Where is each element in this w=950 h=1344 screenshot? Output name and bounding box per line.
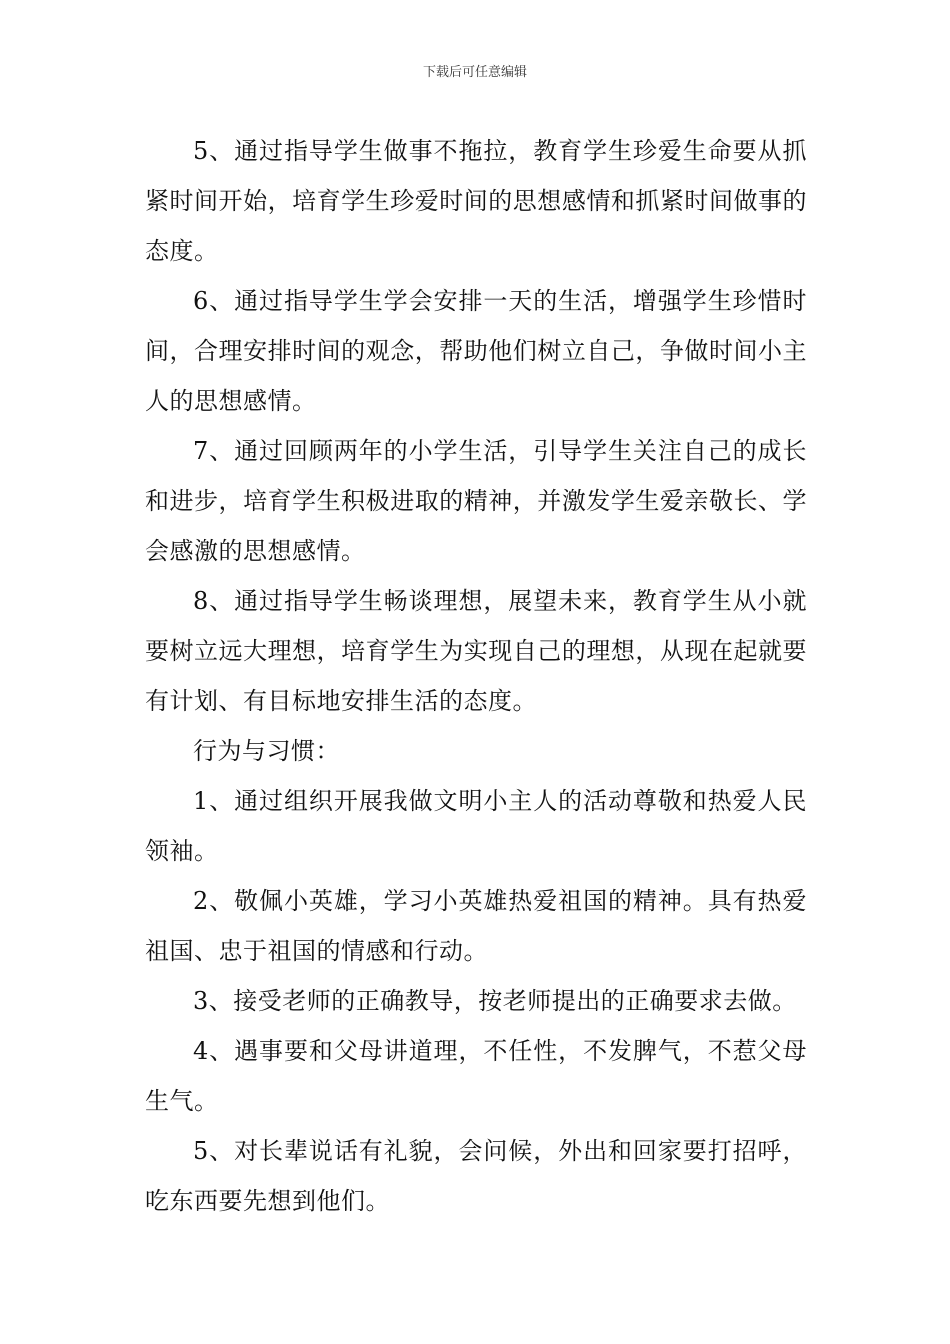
behavior-item-2: 2、敬佩小英雄，学习小英雄热爱祖国的精神。具有热爱祖国、忠于祖国的情感和行动。 — [145, 887, 807, 965]
section-heading-behavior-habits: 行为与习惯： — [193, 737, 340, 765]
paragraph-item-5: 5、通过指导学生做事不拖拉，教育学生珍爱生命要从抓紧时间开始，培育学生珍爱时间的思想感情和抓紧时间做事的态度。 — [145, 137, 807, 265]
behavior-item-4: 4、遇事要和父母讲道理，不任性，不发脾气，不惹父母生气。 — [145, 1037, 807, 1115]
document-body — [145, 126, 807, 1226]
paragraph-item-8: 8、通过指导学生畅谈理想，展望未来，教育学生从小就要树立远大理想，培育学生为实现自己的理想，从现在起就要有计划、有目标地安排生活的态度。 — [145, 587, 807, 715]
behavior-item-5: 5、对长辈说话有礼貌，会问候，外出和回家要打招呼，吃东西要先想到他们。 — [145, 1137, 807, 1215]
paragraph-item-7: 7、通过回顾两年的小学生活，引导学生关注自己的成长和进步，培育学生积极进取的精神，并激发学生爱亲敬长、学会感激的思想感情。 — [145, 437, 807, 565]
page-header: 下载后可任意编辑 — [422, 65, 527, 80]
paragraph-item-6: 6、通过指导学生学会安排一天的生活，增强学生珍惜时间，合理安排时间的观念，帮助他们树立自己，争做时间小主人的思想感情。 — [145, 287, 807, 415]
behavior-item-3: 3、接受老师的正确教导，按老师提出的正确要求去做。 — [193, 987, 797, 1015]
behavior-item-1: 1、通过组织开展我做文明小主人的活动尊敬和热爱人民领袖。 — [145, 787, 807, 865]
